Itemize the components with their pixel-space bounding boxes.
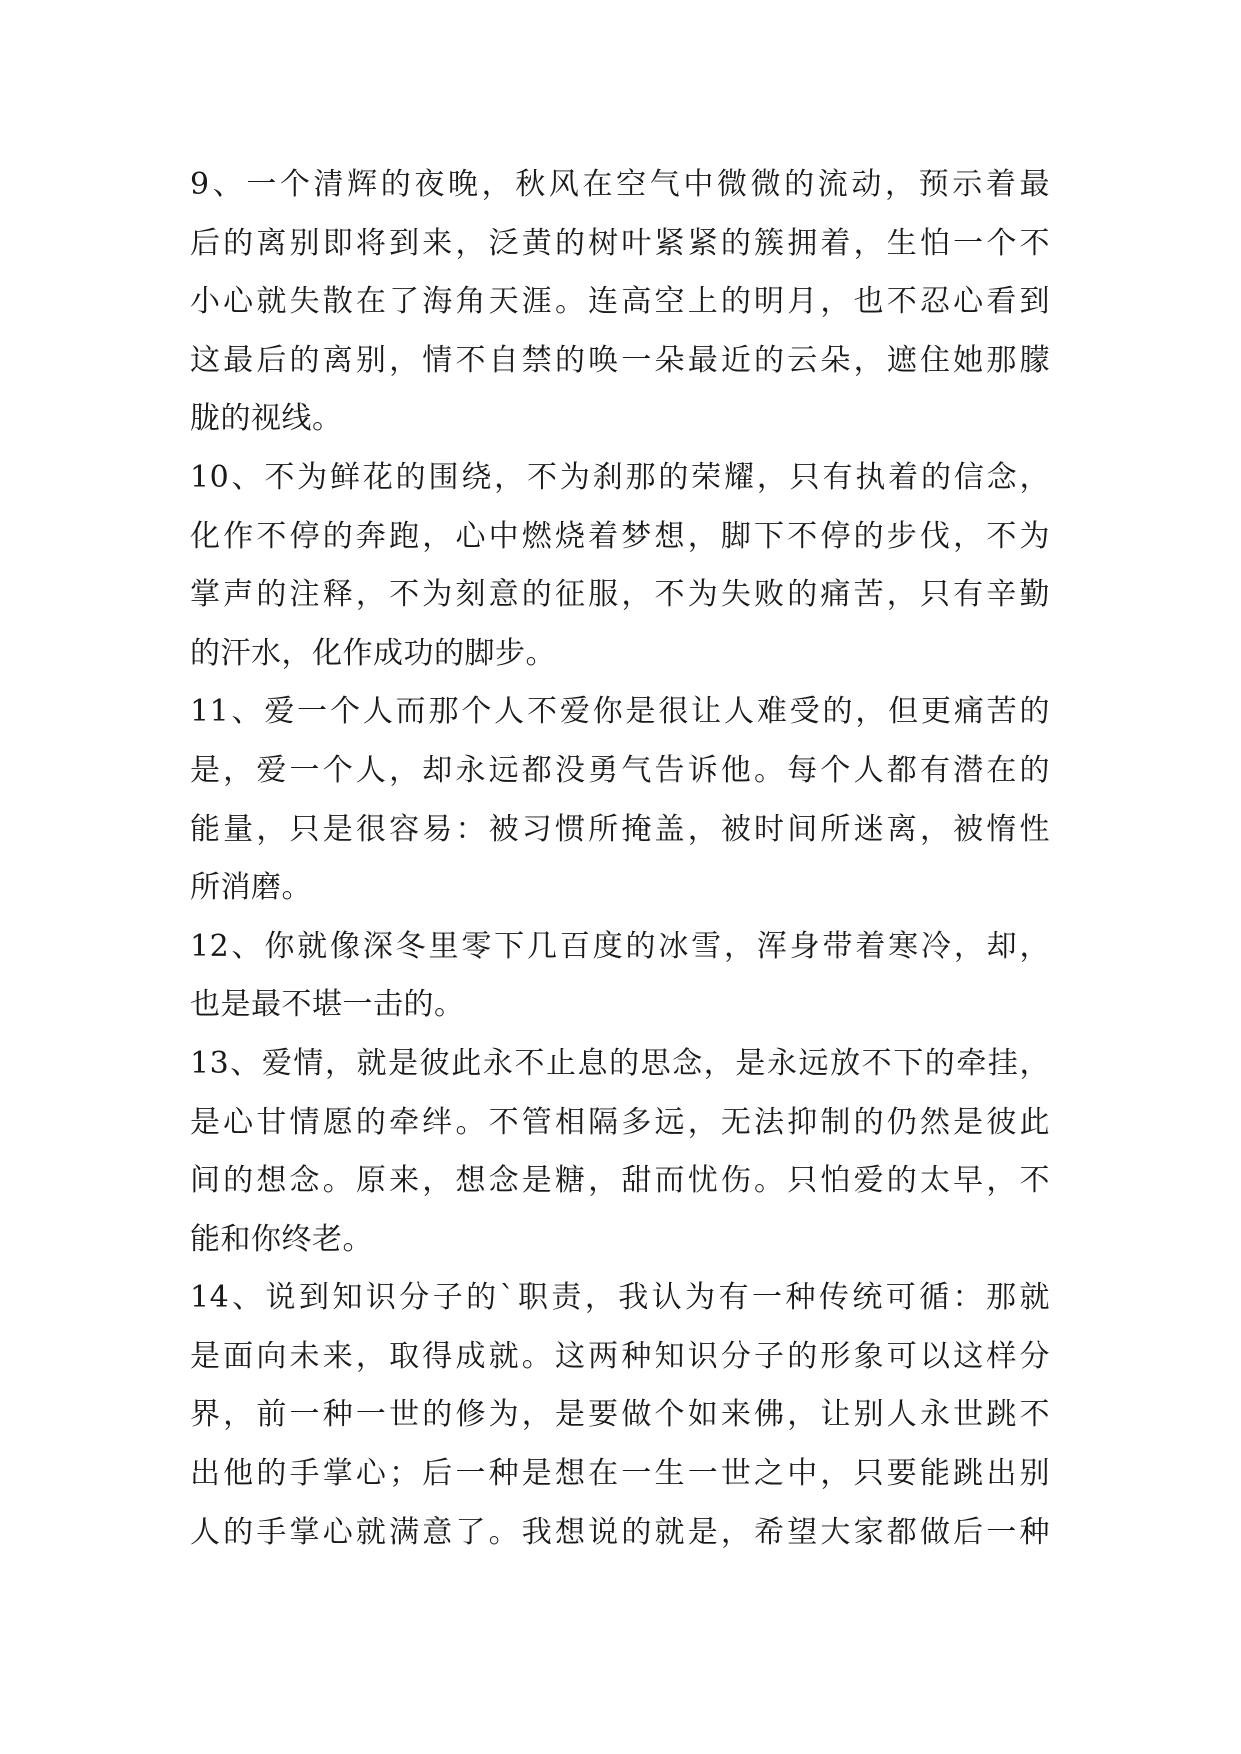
paragraph-14-line-3: 界，前一种一世的修为，是要做个如来佛，让别人永世跳不	[190, 1397, 1050, 1433]
paragraph-10-line-3: 掌声的注释，不为刻意的征服，不为失败的痛苦，只有辛勤	[190, 577, 1050, 613]
document-body	[190, 156, 1050, 1562]
paragraph-9-line-5: 胧的视线。	[190, 401, 343, 437]
paragraph-12-line-2: 也是最不堪一击的。	[190, 987, 465, 1023]
paragraph-13-line-2: 是心甘情愿的牵绊。不管相隔多远，无法抑制的仍然是彼此	[190, 1104, 1050, 1140]
paragraph-9-line-1: 9、一个清辉的夜晚，秋风在空气中微微的流动，预示着最	[190, 167, 1050, 202]
paragraph-9-line-4: 这最后的离别，情不自禁的唤一朵最近的云朵，遮住她那朦	[190, 342, 1050, 378]
paragraph-13-line-4: 能和你终老。	[190, 1221, 373, 1257]
paragraph-11-line-4: 所消磨。	[190, 870, 312, 906]
paragraph-14-line-5: 人的手掌心就满意了。我想说的就是，希望大家都做后一种	[190, 1514, 1050, 1550]
paragraph-10-line-4: 的汗水，化作成功的脚步。	[190, 635, 556, 671]
paragraph-10-line-1: 10、不为鲜花的围绕，不为刹那的荣耀，只有执着的信念，	[190, 459, 1050, 495]
paragraph-14-line-2: 是面向未来，取得成就。这两种知识分子的形象可以这样分	[190, 1338, 1050, 1374]
paragraph-9-line-2: 后的离别即将到来，泛黄的树叶紧紧的簇拥着，生怕一个不	[190, 225, 1050, 261]
paragraph-9-line-3: 小心就失散在了海角天涯。连高空上的明月，也不忍心看到	[190, 284, 1050, 320]
paragraph-13-line-3: 间的想念。原来，想念是糖，甜而忧伤。只怕爱的太早，不	[190, 1163, 1050, 1199]
paragraph-11-line-2: 是，爱一个人，却永远都没勇气告诉他。每个人都有潜在的	[190, 752, 1050, 788]
paragraph-14-line-1: 14、说到知识分子的`职责，我认为有一种传统可循：那就	[190, 1280, 1050, 1316]
paragraph-11-line-3: 能量，只是很容易：被习惯所掩盖，被时间所迷离，被惰性	[190, 811, 1050, 847]
paragraph-13-line-1: 13、爱情，就是彼此永不止息的思念，是永远放不下的牵挂，	[190, 1045, 1050, 1081]
paragraph-12-line-1: 12、你就像深冬里零下几百度的冰雪，浑身带着寒冷，却，	[190, 928, 1050, 964]
paragraph-11-line-1: 11、爱一个人而那个人不爱你是很让人难受的，但更痛苦的	[190, 694, 1050, 730]
paragraph-14-line-4: 出他的手掌心；后一种是想在一生一世之中，只要能跳出别	[190, 1456, 1050, 1492]
paragraph-10-line-2: 化作不停的奔跑，心中燃烧着梦想，脚下不停的步伐，不为	[190, 518, 1050, 554]
